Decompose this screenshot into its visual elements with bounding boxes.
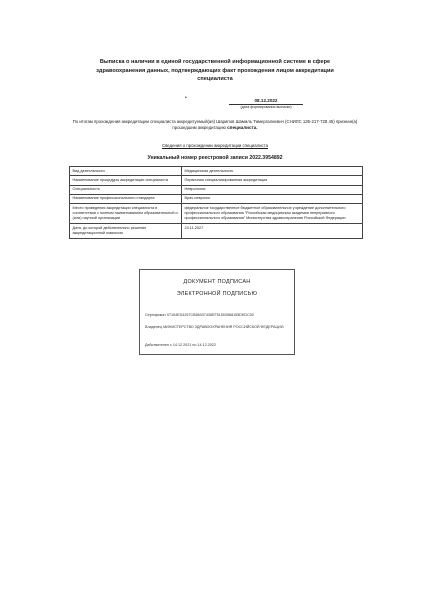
stamp-heading-2: ЭЛЕКТРОННОЙ ПОДПИСЬЮ: [176, 291, 258, 297]
stamp-validity: Действителен с 14.12.2021 по 14.12.2022: [145, 343, 216, 347]
table-row: [70, 194, 363, 203]
intro-bold: специалиста.: [227, 125, 258, 131]
table-row: [70, 167, 363, 176]
row-value: Первичная специализированная аккредитация: [182, 176, 363, 185]
table-row: [70, 185, 363, 194]
document-title: Выписка о наличии в единой государственной информационной системе в сфере здравоохранения данных, подтверждающих факт прохождения лицом аккредитации специалиста: [96, 59, 334, 83]
row-label: Специальность: [70, 185, 182, 194]
row-label: Дата, до которой действительно решение аккредитационной комиссии: [70, 224, 182, 239]
accreditation-table: [69, 166, 363, 239]
stamp-heading-1: ДОКУМЕНТ ПОДПИСАН: [183, 279, 251, 285]
stamp-certificate: Сертификат 07154ED4257CB66037436EF51503988155DEDC00: [145, 313, 254, 317]
row-value: Врач-невролог: [182, 194, 363, 203]
table-row: [70, 176, 363, 185]
row-value: Медицинская деятельность: [182, 167, 363, 176]
intro-paragraph: [70, 119, 360, 132]
row-value: 24.11.2027: [182, 224, 363, 239]
formation-date-block: [229, 98, 303, 110]
table-row: [70, 224, 363, 239]
registry-number: Уникальный номер реестровой записи 2022.3954892: [147, 155, 283, 161]
formation-date: 08.12.2022: [254, 98, 278, 103]
table-row: [70, 204, 363, 224]
formation-date-caption: (дата формирования выписки): [240, 105, 292, 109]
row-label: Наименование процедуры аккредитации специалиста: [70, 176, 182, 185]
row-label: Место проведения аккредитации специалиста в соответствии с полным наименованием образовательной и (или) научной организации: [70, 204, 182, 224]
row-label: Наименование профессионального стандарта: [70, 194, 182, 203]
section-heading: Сведения о прохождении аккредитации специалиста: [161, 143, 269, 148]
dot-mark: •: [185, 95, 187, 101]
row-value: федеральное государственное бюджетное образовательное учреждение дополнительного профессионального образования "Российская медицинская академия непрерывного профессионального образования" Министерства здравоохранения Российской Федерации: [182, 204, 363, 224]
electronic-signature-stamp: [139, 269, 295, 355]
row-value: Неврология: [182, 185, 363, 194]
stamp-owner: Владелец МИНИСТЕРСТВО ЗДРАВООХРАНЕНИЯ РОССИЙСКОЙ ФЕДЕРАЦИИ: [145, 325, 284, 329]
row-label: Вид деятельности: [70, 167, 182, 176]
intro-text: По итогам прохождения аккредитации специалиста аккредитуемый(ая) Шарипов Шамиль Тимергалиевич (СНИЛС 135-217-728 45) признан(а) прошедшим аккредитацию: [72, 119, 358, 131]
